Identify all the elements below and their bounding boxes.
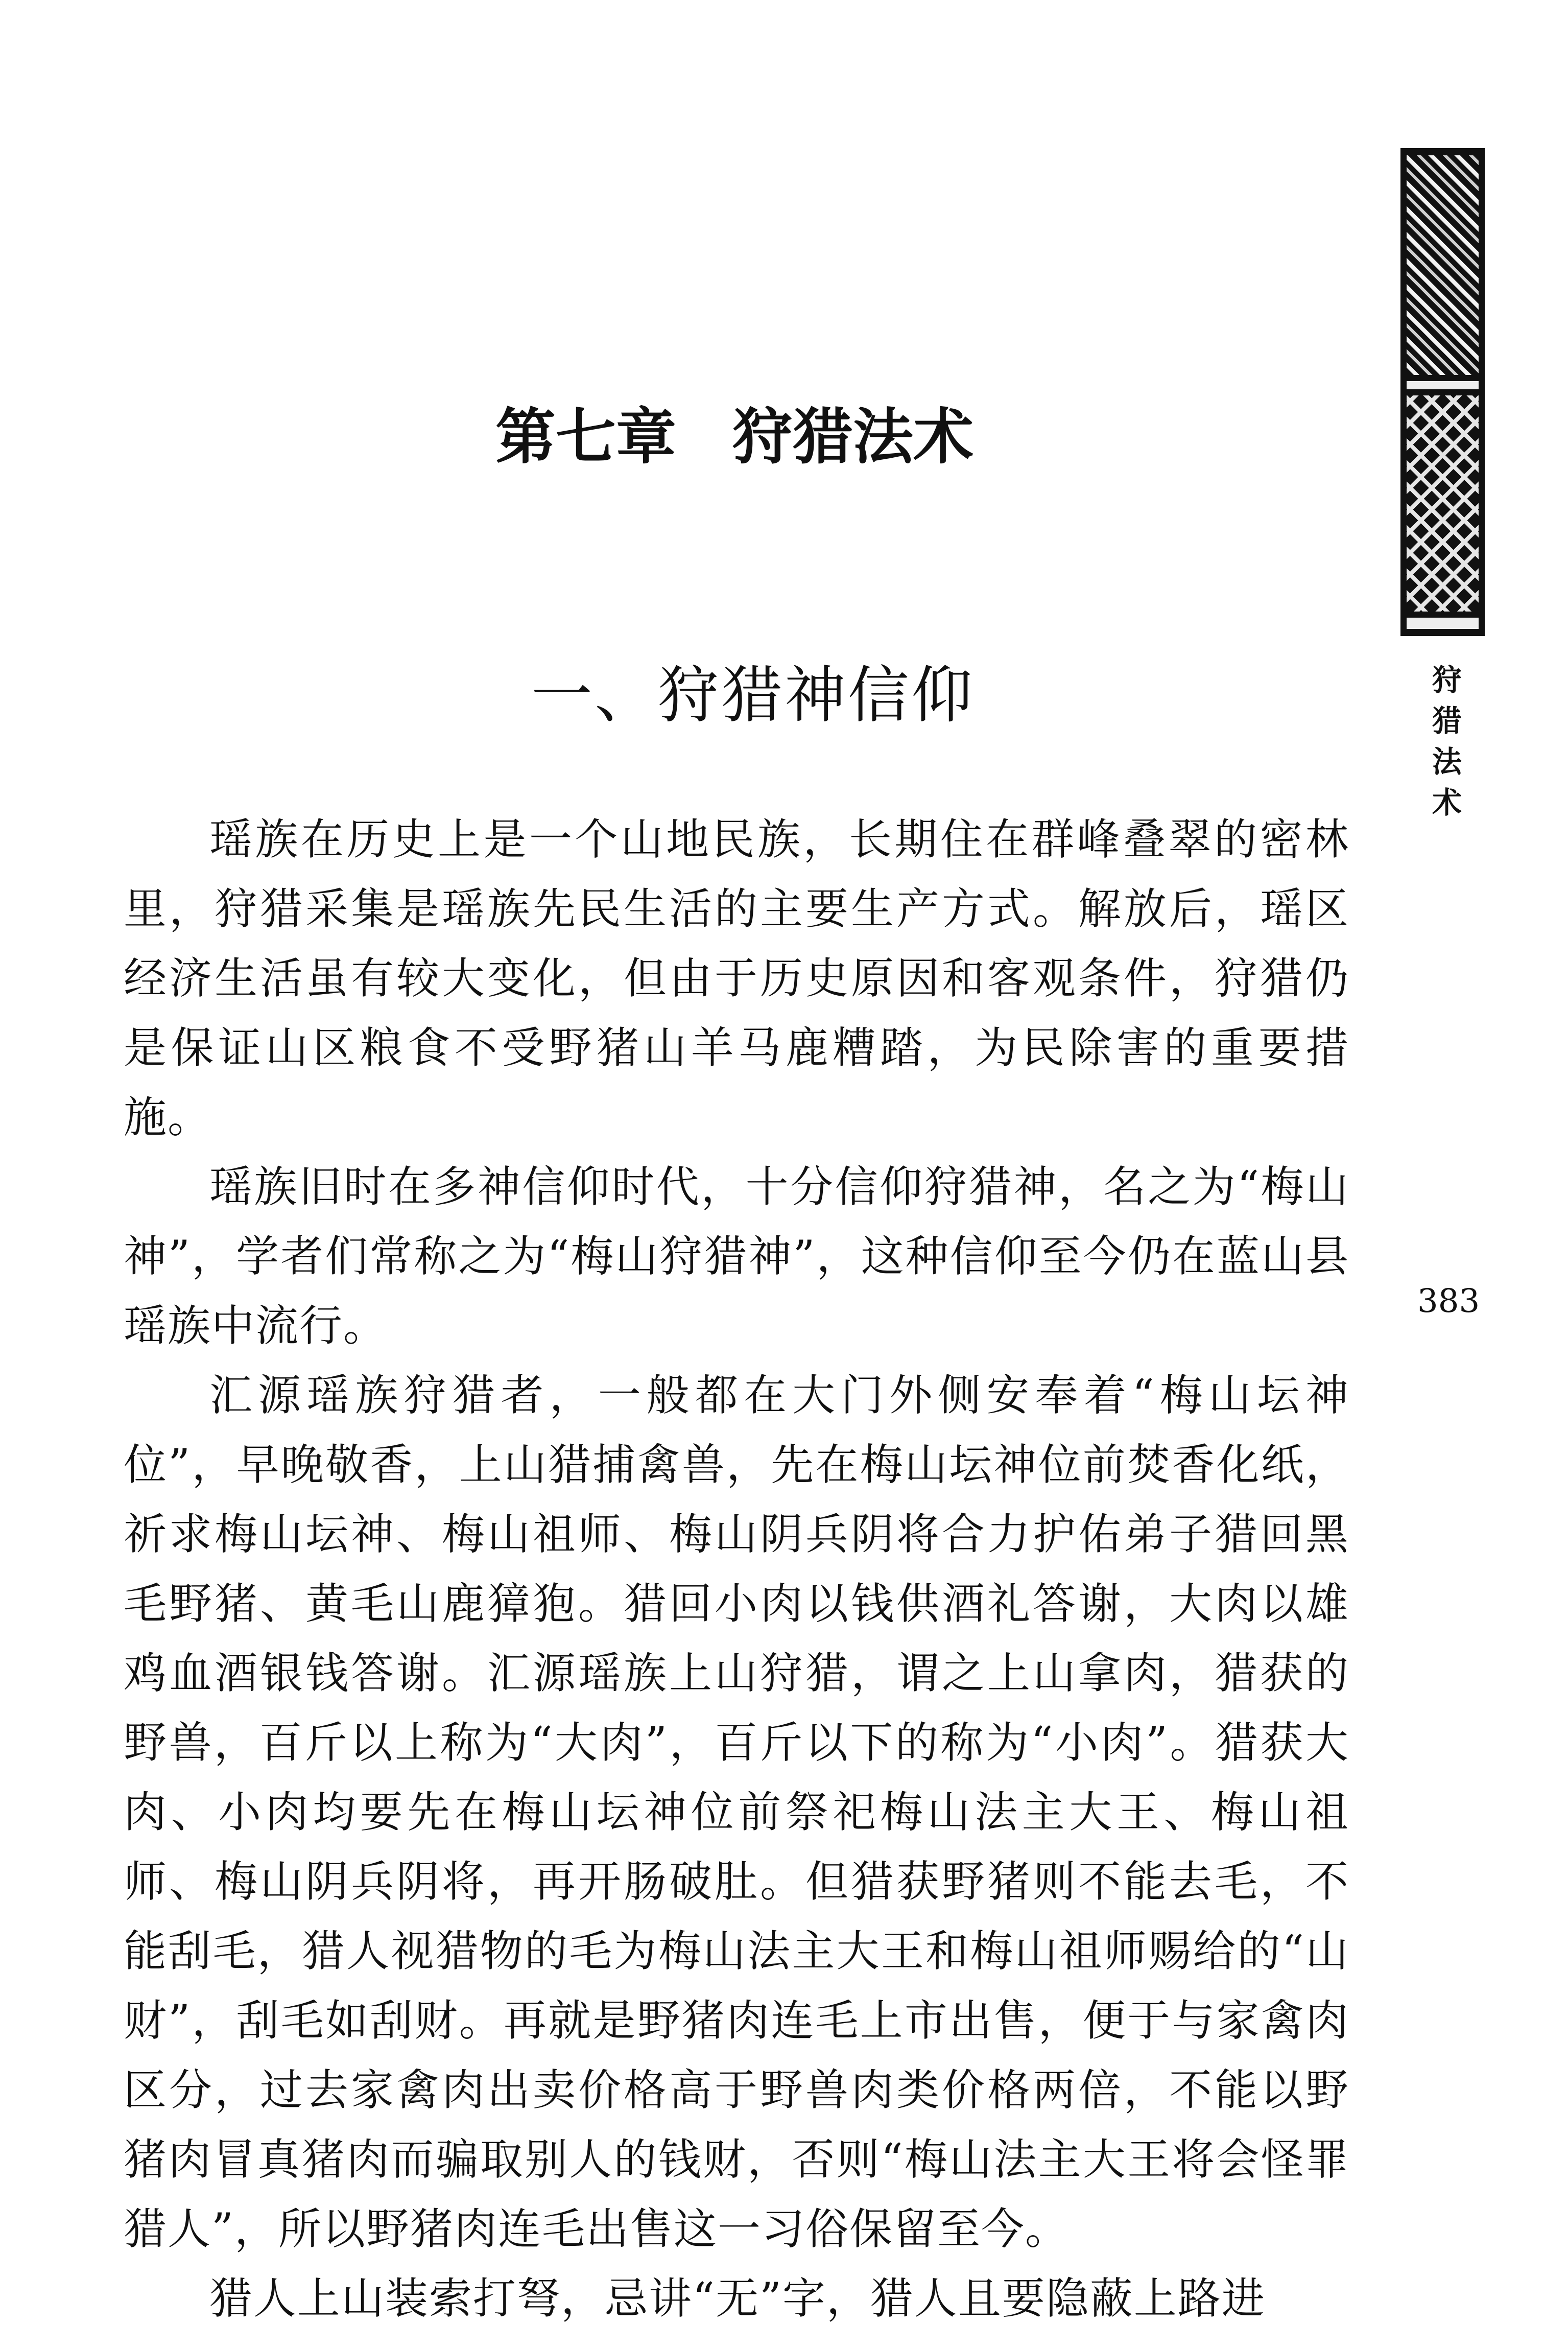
- pattern-divider: [1407, 381, 1479, 389]
- running-head: 狩猎法术: [1427, 664, 1462, 828]
- chapter-title: [495, 388, 1057, 475]
- chapter-name: 狩猎法术: [732, 401, 974, 472]
- pattern-divider: [1407, 618, 1479, 629]
- decorative-pattern-bar: [1400, 148, 1485, 636]
- body-text: [124, 805, 1349, 2333]
- woven-pattern-block: [1407, 155, 1479, 375]
- page-number: 383: [1417, 1282, 1480, 1320]
- paragraph: 汇源瑶族狩猎者，一般都在大门外侧安奉着“梅山坛神位”，早晚敬香，上山猎捕禽兽，先在梅山坛神位前焚香化纸，祈求梅山坛神、梅山祖师、梅山阴兵阴将合力护佑弟子猎回黑毛野猪、黄毛山鹿獐狍。猎回小肉以钱供酒礼答谢，大肉以雄鸡血酒银钱答谢。汇源瑶族上山狩猎，谓之上山拿肉，猎获的野兽，百斤以上称为“大肉”，百斤以下的称为“小肉”。猎获大肉、小肉均要先在梅山坛神位前祭祀梅山法主大王、梅山祖师、梅山阴兵阴将，再开肠破肚。但猎获野猪则不能去毛，不能刮毛，猎人视猎物的毛为梅山法主大王和梅山祖师赐给的“山财”，刮毛如刮财。再就是野猪肉连毛上市出售，便于与家禽肉区分，过去家禽肉出卖价格高于野兽肉类价格两倍，不能以野猪肉冒真猪肉而骗取别人的钱财，否则“梅山法主大王将会怪罪猎人”，所以野猪肉连毛出售这一习俗保留至今。: [124, 1370, 1349, 2254]
- section-title: 一、狩猎神信仰: [531, 660, 975, 731]
- diamond-pattern-block: [1407, 395, 1479, 612]
- paragraph: 瑶族旧时在多神信仰时代，十分信仰狩猎神，名之为“梅山神”，学者们常称之为“梅山狩猎神”，这种信仰至今仍在蓝山县瑶族中流行。: [124, 1162, 1349, 1351]
- paragraph: 猎人上山装索打弩，忌讲“无”字，猎人且要隐蔽上路进: [209, 2273, 1266, 2323]
- paragraph: 瑶族在历史上是一个山地民族，长期住在群峰叠翠的密林里，狩猎采集是瑶族先民生活的主要生产方式。解放后，瑶区经济生活虽有较大变化，但由于历史原因和客观条件，狩猎仍是保证山区粮食不受野猪山羊马鹿糟踏，为民除害的重要措施。: [124, 814, 1349, 1142]
- chapter-number: 第七章: [495, 401, 677, 472]
